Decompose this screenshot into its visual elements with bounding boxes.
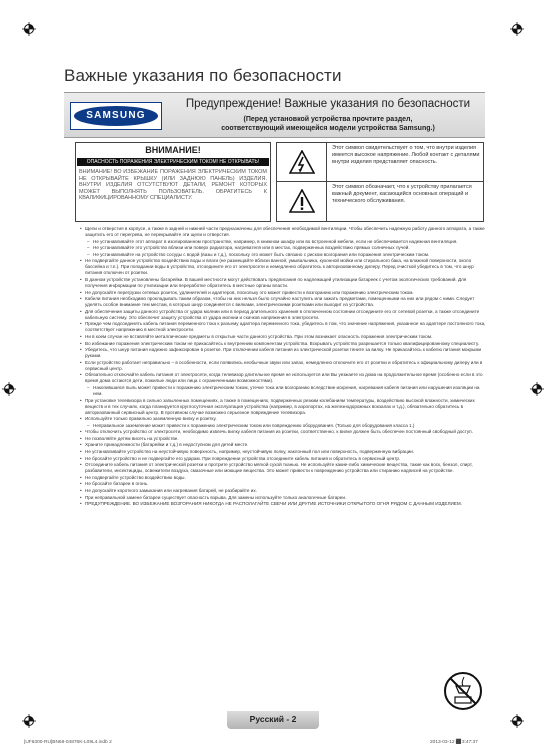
registration-mark-icon	[510, 22, 524, 36]
caution-title: ВНИМАНИЕ!	[145, 145, 201, 155]
list-item: • Кабели питания необходимо прокладывать таким образом, чтобы на них нельзя было случайно наступить или зажать предметами, помещенными на них или рядом с ними. Следует уделять особое внимание тем местам, в которых шнур соединяется с вилками, электрическими розетками или выходит из устройства.	[80, 296, 488, 308]
symbols-box	[276, 142, 484, 222]
list-item: • При неправильной замене батареи существует опасность взрыва. Для замены используйте только аналогичные батареи.	[80, 495, 488, 501]
page-title: Важные указания по безопасности	[64, 66, 342, 85]
warning-subtitle	[174, 115, 482, 133]
page-number-tab	[227, 711, 319, 729]
warning-title: Предупреждение! Важные указания по безопасности	[185, 98, 471, 110]
list-item: • Используйте только правильно заземленную вилку и розетку.	[80, 416, 488, 422]
list-item: • Не допускайте перегрузки сетевых розеток, удлинителей и адаптеров, поскольку это может привести к возгоранию или поражению электрическим током.	[80, 290, 488, 296]
list-item: • Во избежание поражения электрическим током не прикасайтесь к внутренним компонентам устройства. Вскрывать устройство разрешается только квалифицированному специалисту.	[80, 341, 488, 347]
no-water-icon	[443, 671, 483, 711]
print-footer-file: [UF6300-RU]BN68-04876K-L09L4.indb 2	[24, 740, 112, 745]
list-item: • ПРЕДУПРЕЖДЕНИЕ. ВО ИЗБЕЖАНИЕ ВОЗГОРАНИЯ НИКОГДА НЕ РАСПОЛАГАЙТЕ СВЕЧИ ИЛИ ДРУГИЕ ИСТОЧНИКИ ОТКРЫТОГО ОГНЯ РЯДОМ С ДАННЫМ ИЗДЕЛИЕМ.	[80, 501, 488, 507]
list-item: • Не подвергайте данное устройство воздействию воды и влаги (не размещайте вблизи ванной, умывальника, кухонной мойки или стирального бака, на влажной поверхности, около бассейна и т.п.). При попадании воды в устройство, отсоедините его от электросети и немедленно обратитесь к авторизованному дилеру. Перед очисткой убедитесь в том, что шнур питания отключен от розетки.	[80, 258, 488, 276]
caution-band: ОПАСНОСТЬ ПОРАЖЕНИЯ ЭЛЕКТРИЧЕСКИМ ТОКОМ! НЕ ОТКРЫВАТЬ!	[77, 158, 269, 166]
warning-header	[64, 92, 485, 138]
list-item: • Не допускайте короткого замыкания или нагревания батарей, не разбирайте их.	[80, 488, 488, 494]
list-item: • В данном устройстве установлены батарейки. В вашей местности могут действовать предписания по надлежащей утилизации батареек с учетом экологических требований. Для получения информации по утилизации или переработке обратитесь в местные органы власти.	[80, 277, 488, 289]
list-item: • Для обеспечения защиты данного устройства от удара молнии или в период длительного хранения в отключенном состоянии отсоедините его от сетевой розетки, а также отсоедините кабельную систему. Это обеспечит защиту устройства от удара молнии и скачков напряжения в электросети.	[80, 309, 488, 321]
list-item: • Не подвергайте устройство воздействию воды.	[80, 475, 488, 481]
list-item: • Если устройство работает неправильно – в особенности, если появились необычные звуки или запах, немедленно отключите его от розетки и обратитесь к официальному дилеру или в сервисный центр.	[80, 360, 488, 372]
warning-subtitle-line: (Перед установкой устройства прочтите раздел,	[243, 116, 413, 123]
exclamation-icon	[277, 182, 327, 221]
symbol-description: Этот символ свидетельствует о том, что внутри изделия имеется высокое напряжение. Любой контакт с деталями внутри изделия представляет опасность.	[332, 145, 480, 165]
symbol-row	[277, 143, 483, 182]
warning-subtitle-line: соответствующий имеющейся модели устройства Samsung.)	[221, 125, 435, 132]
caution-text: ВНИМАНИЕ! ВО ИЗБЕЖАНИЕ ПОРАЖЕНИЯ ЭЛЕКТРИЧЕСКИМ ТОКОМ НЕ ОТКРЫВАЙТЕ КРЫШКУ (ИЛИ ЗАДНЮЮ ПАНЕЛЬ) ИЗДЕЛИЯ. ВНУТРИ ИЗДЕЛИЯ ОТСУТСТВУЮТ ДЕТАЛИ, РЕМОНТ КОТОРЫХ МОЖЕТ ВЫПОЛНЯТЬ ПОЛЬЗОВАТЕЛЬ. ОБРАТИТЕСЬ К КВАЛИФИЦИРОВАННОМУ СПЕЦИАЛИСТУ.	[79, 169, 267, 201]
sub-list-item: – Неправильное заземление может привести к поражению электрическим током или повреждению оборудования. (Только для оборудования класса 1.)	[80, 423, 488, 429]
page-number: Русский - 2	[249, 714, 297, 724]
caution-box	[75, 142, 271, 222]
list-item: • Прежде чем подсоединять кабель питания переменного тока к разъему адаптера переменного тока, убедитесь в том, что значение напряжения, указанное на адаптере постоянного тока, соответствует напряжению в местной электросети.	[80, 321, 488, 333]
list-item: • Не устанавливайте устройство на неустойчивую поверхность, например, неустойчивую полку, наклонный пол или поверхность, подверженную вибрации.	[80, 449, 488, 455]
list-item: • Чтобы отключить устройство от электросети, необходимо извлечь вилку кабеля питания из розетки, соответственно, к вилке должен быть обеспечен постоянный свободный доступ.	[80, 429, 488, 435]
high-voltage-icon	[277, 143, 327, 182]
list-item: • Ни в коем случае не вставляйте металлические предметы в открытые части данного устройства. При этом возникает опасность поражения электрическим током.	[80, 334, 488, 340]
sub-list-item: – Не устанавливайте на устройство сосуды с водой (вазы и т.д.), поскольку это может быть связано с риском возгорания или поражения электрическим током.	[80, 252, 488, 258]
list-item: • Отсоедините кабель питания от электрической розетки и протрите устройство мягкой сухой тканью. Не используйте какие-либо химические вещества, такие как воск, бензол, спирт, разбавители, инсектициды, освежители воздуха, смазочные или моющие вещества. Это может привести к повреждению устройства или стиранию надписей на устройстве.	[80, 462, 488, 474]
safety-instructions-list	[80, 226, 488, 508]
print-footer-date: 2013-03-12 ⬛3:47:37	[430, 740, 478, 745]
list-item: • Щели и отверстия в корпусе, а также в задней и нижней части предназначены для обеспечения необходимой вентиляции. Чтобы обеспечить надежную работу данного аппарата, а также защитить его от перегрева, не перекрывайте эти щели и отверстия.	[80, 226, 488, 238]
symbol-row	[277, 182, 483, 221]
registration-mark-icon	[2, 382, 16, 396]
samsung-logo-frame	[70, 102, 162, 130]
sub-list-item: – Не устанавливайте этот аппарат в изолированном пространстве, например, в книжном шкафу или во встроенной мебели, если не обеспечивается надежная вентиляция.	[80, 239, 488, 245]
sub-list-item: – Накопившаяся пыль может привести к поражению электрическим током, утечке тока или возгоранию вследствие искрения, нагревания кабеля питания или нарушения изоляции на нем.	[80, 385, 488, 397]
list-item: • Обязательно отключайте кабель питания от электросети, когда телевизор длительное время не используется или Вы уезжаете из дома на продолжительное время (особенно если в это время дома остаются дети, пожилые люди или лица с ограниченными возможностями).	[80, 372, 488, 384]
symbol-description: Этот символ обозначает, что к устройству прилагается важный документ, касающийся основных операций и технического обслуживания.	[332, 184, 472, 204]
registration-mark-icon	[22, 22, 36, 36]
samsung-logo-text: SAMSUNG	[86, 110, 146, 121]
registration-mark-icon	[530, 382, 544, 396]
list-item: • Не бросайте устройство и не подвергайте его ударам. При повреждении устройства отсоедините кабель питания и обратитесь в сервисный центр.	[80, 456, 488, 462]
sub-list-item: – Не устанавливайте это устройство вблизи или поверх радиатора, нагревателя или в местах, подверженных воздействию прямых солнечных лучей.	[80, 245, 488, 251]
list-item: • Не бросайте батареи в огонь.	[80, 481, 488, 487]
samsung-logo	[73, 105, 159, 127]
registration-mark-icon	[22, 714, 36, 728]
list-item: • Убедитесь, что шнур питания надежно зафиксирован в розетке. При отключении кабеля питания из электрической розетки тяните за вилку. Не прикасайтесь к кабелю питания мокрыми руками.	[80, 347, 488, 359]
list-item: • Храните принадлежности (батарейки и т.д.) в недоступном для детей месте.	[80, 442, 488, 448]
list-item: • При установке телевизора в сильно запыленных помещениях, а также в помещениях, подверженных резким колебаниям температуры, воздействию высокой влажности, химических веществ и в тех случаях, когда планируется круглосуточная эксплуатация устройства (например, в аэропортах, на железнодорожных вокзалах и т.д.), обязательно обратитесь в авторизованный сервисный центр. В противном случае возможно серьезное повреждение телевизора.	[80, 398, 488, 416]
list-item: • Не позволяйте детям висеть на устройстве.	[80, 436, 488, 442]
registration-mark-icon	[510, 714, 524, 728]
